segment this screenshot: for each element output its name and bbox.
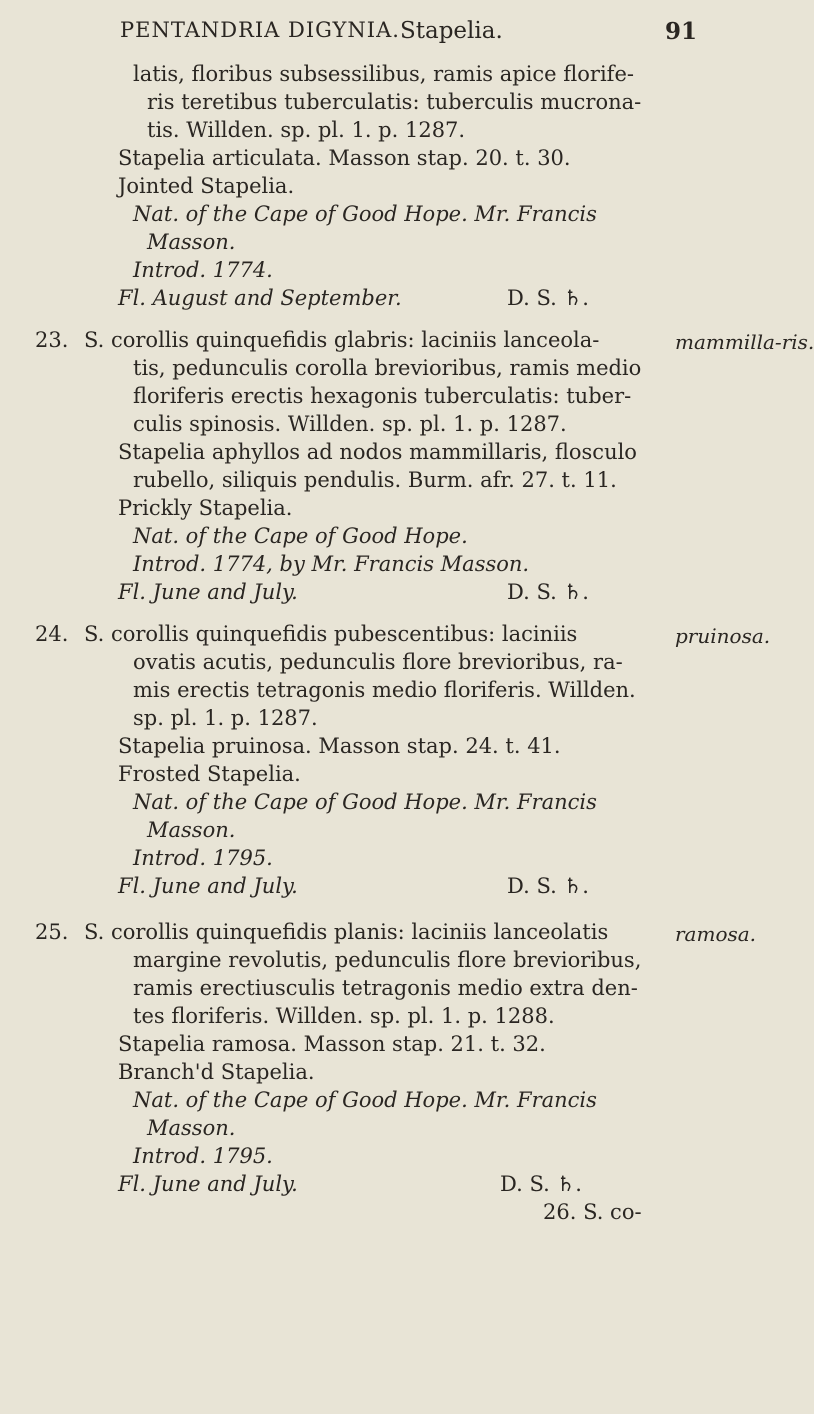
page-header bbox=[0, 18, 800, 52]
entry-line: Fl. June and July. bbox=[118, 874, 298, 898]
entry-number: 25. bbox=[35, 920, 69, 944]
entry-line: Masson. bbox=[147, 1116, 236, 1140]
entry-line: Introd. 1774. bbox=[133, 258, 273, 282]
entry-line: Branch'd Stapelia. bbox=[118, 1060, 315, 1084]
entry-line: Stapelia aphyllos ad nodos mammillaris, flosculo bbox=[118, 440, 637, 464]
entry-line: D. S. ♄. bbox=[500, 1172, 582, 1196]
entry-line: ramis erectiusculis tetragonis medio extra den- bbox=[133, 976, 638, 1000]
entry-line: margine revolutis, pedunculis flore brevioribus, bbox=[133, 948, 642, 972]
entry-line: D. S. ♄. bbox=[507, 580, 589, 604]
entry-line: Fl. June and July. bbox=[118, 1172, 298, 1196]
entry-line: D. S. ♄. bbox=[507, 286, 589, 310]
entry-line: Masson. bbox=[147, 230, 236, 254]
running-title: PENTANDRIA DIGYNIA. bbox=[120, 18, 400, 42]
entry-line: Nat. of the Cape of Good Hope. Mr. Francis bbox=[133, 790, 597, 814]
entry-line: Nat. of the Cape of Good Hope. Mr. Francis bbox=[133, 1088, 597, 1112]
entry-line: Nat. of the Cape of Good Hope. Mr. Francis bbox=[133, 202, 597, 226]
margin-species-name: pruinosa. bbox=[675, 624, 771, 648]
entry-line: Stapelia articulata. Masson stap. 20. t. 30. bbox=[118, 146, 571, 170]
entry-line: Introd. 1795. bbox=[133, 846, 273, 870]
entry-line: rubello, siliquis pendulis. Burm. afr. 27. t. 11. bbox=[133, 468, 617, 492]
margin-species-name: ramosa. bbox=[675, 922, 757, 946]
page-number: 91 bbox=[665, 18, 698, 45]
entry-line: sp. pl. 1. p. 1287. bbox=[133, 706, 318, 730]
entry-line: Introd. 1795. bbox=[133, 1144, 273, 1168]
entry-line: S. corollis quinquefidis glabris: laciniis lanceola- bbox=[84, 328, 600, 352]
entry-line: Fl. August and September. bbox=[118, 286, 402, 310]
entry-line: tes floriferis. Willden. sp. pl. 1. p. 1288. bbox=[133, 1004, 555, 1028]
entry-line: Prickly Stapelia. bbox=[118, 496, 293, 520]
entry-line: ris teretibus tuberculatis: tuberculis mucrona- bbox=[147, 90, 642, 114]
entry-line: floriferis erectis hexagonis tuberculatis: tuber- bbox=[133, 384, 632, 408]
entry-line: Introd. 1774, by Mr. Francis Masson. bbox=[133, 552, 530, 576]
entry-line: Stapelia pruinosa. Masson stap. 24. t. 41. bbox=[118, 734, 561, 758]
entry-line: Masson. bbox=[147, 818, 236, 842]
catchword: 26. S. co- bbox=[543, 1200, 642, 1224]
entry-line: culis spinosis. Willden. sp. pl. 1. p. 1287. bbox=[133, 412, 567, 436]
entry-line: S. corollis quinquefidis planis: laciniis lanceolatis bbox=[84, 920, 609, 944]
entry-line: S. corollis quinquefidis pubescentibus: laciniis bbox=[84, 622, 578, 646]
entry-line: latis, floribus subsessilibus, ramis apice florife- bbox=[133, 62, 634, 86]
entry-line: tis, pedunculis corolla brevioribus, ramis medio bbox=[133, 356, 642, 380]
entry-number: 23. bbox=[35, 328, 69, 352]
entry-line: mis erectis tetragonis medio floriferis. Willden. bbox=[133, 678, 636, 702]
entry-line: tis. Willden. sp. pl. 1. p. 1287. bbox=[147, 118, 466, 142]
margin-species-name: mammilla-ris. bbox=[675, 330, 814, 354]
genus-heading: Stapelia. bbox=[400, 18, 503, 44]
entry-line: Fl. June and July. bbox=[118, 580, 298, 604]
entry-line: D. S. ♄. bbox=[507, 874, 589, 898]
entry-line: Nat. of the Cape of Good Hope. bbox=[133, 524, 468, 548]
entry-number: 24. bbox=[35, 622, 69, 646]
entry-line: Stapelia ramosa. Masson stap. 21. t. 32. bbox=[118, 1032, 546, 1056]
entry-line: Jointed Stapelia. bbox=[118, 174, 295, 198]
entry-line: ovatis acutis, pedunculis flore brevioribus, ra- bbox=[133, 650, 623, 674]
entry-line: Frosted Stapelia. bbox=[118, 762, 301, 786]
